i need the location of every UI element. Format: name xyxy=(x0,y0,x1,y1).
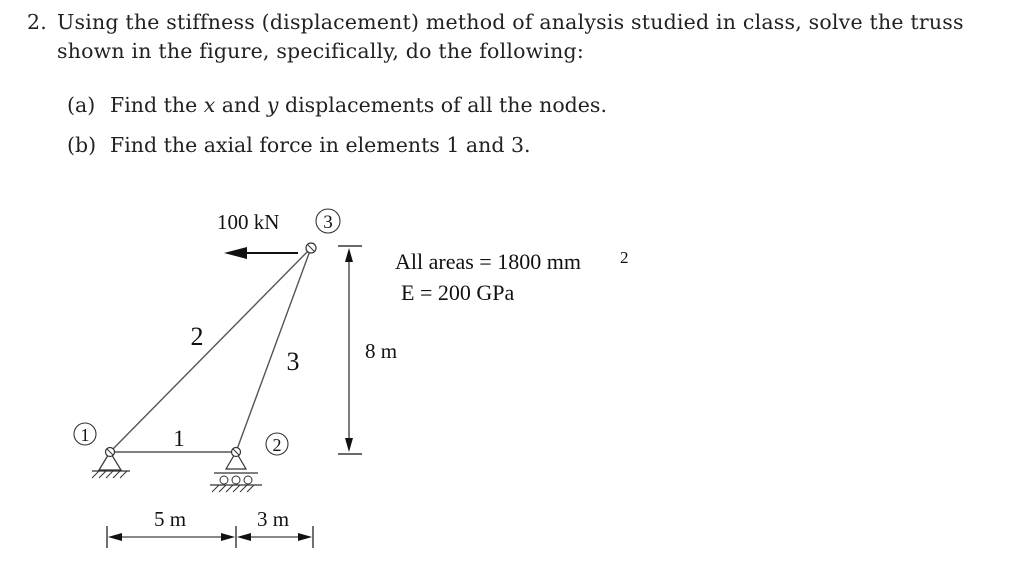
problem-number: 2. xyxy=(27,10,47,34)
part-b-label: (b) xyxy=(67,133,97,157)
element-2-label: 2 xyxy=(190,322,204,351)
part-b-text: Find the axial force in elements 1 and 3. xyxy=(110,133,531,157)
member-3 xyxy=(236,248,311,452)
node-1-label: 1 xyxy=(80,425,90,445)
part-a-text-1: Find the xyxy=(110,93,204,117)
part-a-label: (a) xyxy=(67,93,96,117)
element-3-label: 3 xyxy=(286,347,300,376)
part-a-var-x: x xyxy=(203,93,216,117)
node-2-label: 2 xyxy=(272,435,282,455)
roller-support-node-2 xyxy=(210,452,262,492)
problem-line-1: Using the stiffness (displacement) method of analysis studied in class, solve the truss xyxy=(57,10,964,34)
areas-exponent: 2 xyxy=(620,248,629,267)
height-label: 8 m xyxy=(365,339,398,363)
node-3-label: 3 xyxy=(323,212,333,233)
part-a-var-y: y xyxy=(266,93,279,117)
areas-label: All areas = 1800 mm xyxy=(395,249,581,274)
problem-line-2: shown in the figure, specifically, do the following: xyxy=(57,39,584,63)
span-2-label: 3 m xyxy=(256,507,290,531)
element-1-label: 1 xyxy=(173,426,185,451)
part-a-text-2: and xyxy=(215,93,267,117)
modulus-label: E = 200 GPa xyxy=(401,280,515,305)
part-a-text-3: displacements of all the nodes. xyxy=(278,93,607,117)
height-dimension xyxy=(338,246,362,454)
span-1-label: 5 m xyxy=(153,507,187,531)
load-label: 100 kN xyxy=(217,210,280,234)
member-2 xyxy=(110,248,311,452)
load-arrow xyxy=(224,247,298,259)
